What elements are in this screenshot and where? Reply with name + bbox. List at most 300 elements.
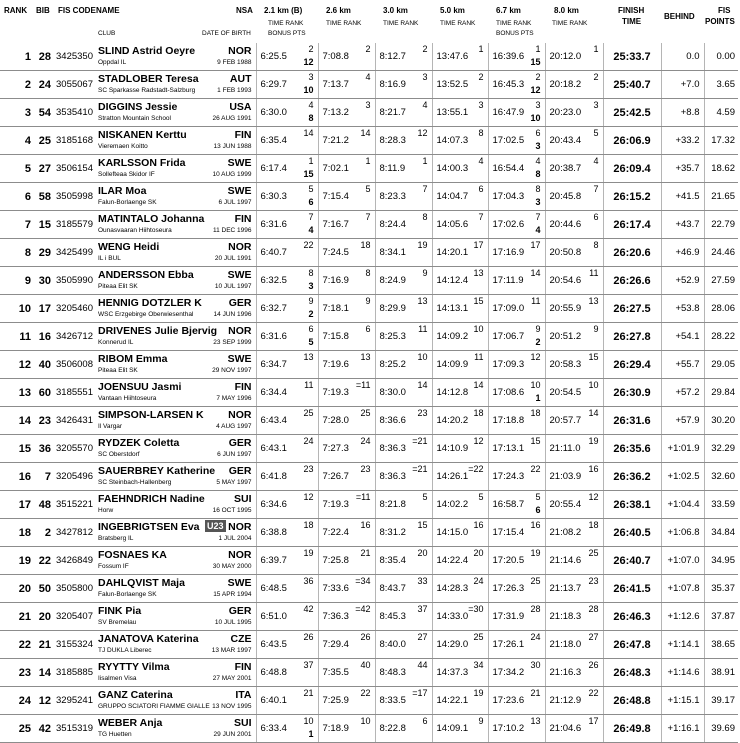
split-time: 14:12.4	[436, 275, 469, 286]
split-time: 8:25.2	[379, 359, 406, 370]
athlete-name: SLIND Astrid Oeyre	[98, 45, 196, 57]
behind-cell: +1:15.1	[661, 687, 704, 715]
split-rank: 6	[422, 716, 428, 726]
split-rank: 24	[303, 436, 314, 446]
rank-cell: 13	[0, 379, 34, 407]
fis-points-cell: 37.87	[704, 603, 738, 631]
finish-time-cell: 25:33.7	[603, 43, 661, 71]
fis-points-cell: 29.05	[704, 351, 738, 379]
fis-points-cell: 33.59	[704, 491, 738, 519]
header-split-4-sub: TIME RANK	[440, 20, 476, 27]
split-cell	[488, 155, 545, 183]
header-finish: FINISH	[618, 6, 645, 15]
split-rank: 6	[593, 212, 599, 222]
split-time: 20:45.8	[549, 191, 582, 202]
split-rank: 30	[530, 660, 541, 670]
split-rank: 14	[417, 380, 428, 390]
split-cell	[488, 239, 545, 267]
split-time: 6:35.4	[260, 135, 287, 146]
split-rank: 15	[588, 352, 599, 362]
split-cell	[432, 127, 488, 155]
finish-time-cell: 26:09.4	[603, 155, 661, 183]
split-cell	[432, 323, 488, 351]
nsa-code: AUT	[229, 73, 252, 85]
header-nsa: NSA	[236, 6, 253, 15]
athlete-name: RIBOM Emma	[98, 353, 168, 365]
split-cell	[318, 239, 375, 267]
split-cell	[318, 603, 375, 631]
split-cell	[318, 687, 375, 715]
split-cell	[375, 659, 432, 687]
date-of-birth: 13 JUN 1988	[213, 143, 252, 150]
split-rank: 19	[303, 548, 314, 558]
split-time: 14:26.1	[436, 471, 469, 482]
split-cell	[375, 71, 432, 99]
split-rank: 22	[530, 464, 541, 474]
athlete-cell	[96, 463, 256, 491]
split-rank: 12	[417, 128, 428, 138]
split-rank: 7	[478, 212, 484, 222]
split-rank: 42	[303, 604, 314, 614]
split-cell	[488, 267, 545, 295]
athlete-cell	[96, 379, 256, 407]
athlete-cell	[96, 183, 256, 211]
split-cell	[545, 715, 603, 743]
athlete-cell	[96, 351, 256, 379]
split-rank: 10	[360, 716, 371, 726]
split-rank: 4	[535, 156, 541, 166]
header-split-3-sub: TIME RANK	[383, 20, 419, 27]
split-rank: 5	[308, 184, 314, 194]
date-of-birth: 6 JUN 1997	[217, 451, 252, 458]
split-cell	[256, 547, 318, 575]
bib-cell: 29	[34, 239, 54, 267]
split-cell	[432, 435, 488, 463]
split-rank: 7	[593, 184, 599, 194]
finish-time-cell: 26:47.8	[603, 631, 661, 659]
athlete-cell	[96, 267, 256, 295]
split-time: 14:20.1	[436, 247, 469, 258]
split-bonus: 12	[303, 57, 314, 67]
behind-cell: +1:07.0	[661, 547, 704, 575]
split-rank: 6	[535, 128, 541, 138]
split-rank: 25	[360, 408, 371, 418]
split-cell	[318, 435, 375, 463]
nsa-code: NOR	[228, 45, 252, 57]
athlete-name: STADLOBER Teresa	[98, 73, 199, 85]
split-cell	[488, 631, 545, 659]
split-cell	[318, 491, 375, 519]
split-rank: 21	[530, 688, 541, 698]
split-bonus: 5	[308, 337, 314, 347]
split-cell	[256, 43, 318, 71]
split-time: 6:34.6	[260, 499, 287, 510]
split-cell	[256, 323, 318, 351]
split-time: 14:22.4	[436, 555, 469, 566]
behind-cell: +1:02.5	[661, 463, 704, 491]
split-time: 14:37.3	[436, 667, 469, 678]
split-time: 17:34.2	[492, 667, 525, 678]
split-rank: 26	[360, 632, 371, 642]
club-name: SV Bremelau	[98, 619, 137, 626]
split-rank: 19	[417, 240, 428, 250]
table-row	[0, 575, 738, 603]
fis-code-cell: 3426712	[54, 323, 96, 351]
fis-code-cell: 3426849	[54, 547, 96, 575]
athlete-name: MATINTALO Johanna	[98, 213, 205, 225]
split-time: 20:38.7	[549, 163, 582, 174]
split-rank: 1	[308, 156, 314, 166]
date-of-birth: 30 MAY 2000	[212, 563, 252, 570]
split-cell	[375, 603, 432, 631]
split-rank: 12	[303, 492, 314, 502]
split-time: 20:50.8	[549, 247, 582, 258]
nsa-code: NOR	[228, 521, 252, 533]
split-cell	[432, 715, 488, 743]
split-cell	[318, 323, 375, 351]
split-cell	[375, 575, 432, 603]
split-rank: 3	[593, 100, 599, 110]
split-rank: 8	[308, 268, 314, 278]
split-rank: =21	[412, 464, 428, 474]
split-cell	[256, 295, 318, 323]
split-time: 16:54.4	[492, 163, 525, 174]
nsa-code: CZE	[230, 633, 252, 645]
fis-code-cell: 3425350	[54, 43, 96, 71]
split-cell	[318, 547, 375, 575]
split-rank: 23	[303, 464, 314, 474]
split-bonus: 12	[530, 85, 541, 95]
fis-points-cell: 34.84	[704, 519, 738, 547]
athlete-name: SIMPSON-LARSEN K	[98, 409, 204, 421]
split-rank: 23	[588, 576, 599, 586]
athlete-cell	[96, 211, 256, 239]
date-of-birth: 27 MAY 2001	[212, 675, 252, 682]
split-time: 14:07.3	[436, 135, 469, 146]
split-bonus: 6	[535, 505, 541, 515]
split-rank: 9	[478, 716, 484, 726]
date-of-birth: 13 NOV 1995	[212, 703, 252, 710]
fis-code-cell: 3055067	[54, 71, 96, 99]
split-time: 17:10.2	[492, 723, 525, 734]
split-cell	[488, 127, 545, 155]
split-cell	[488, 99, 545, 127]
split-cell	[256, 267, 318, 295]
nsa-code: SUI	[233, 493, 252, 505]
split-cell	[488, 575, 545, 603]
split-rank: 25	[530, 576, 541, 586]
split-time: 7:19.6	[322, 359, 349, 370]
split-time: 7:22.4	[322, 527, 349, 538]
split-rank: 14	[473, 380, 484, 390]
athlete-name: GANZ Caterina	[98, 689, 173, 701]
split-rank: 16	[530, 520, 541, 530]
header-split-6: 8.0 km	[554, 6, 579, 15]
split-rank: 11	[418, 324, 428, 334]
split-time: 20:54.5	[549, 387, 582, 398]
club-name: TJ DUKLA Liberec	[98, 647, 152, 654]
fis-points-cell: 38.65	[704, 631, 738, 659]
split-rank: 9	[535, 324, 541, 334]
split-rank: 16	[473, 520, 484, 530]
athlete-cell	[96, 99, 256, 127]
behind-cell: +54.1	[661, 323, 704, 351]
split-rank: 10	[588, 380, 599, 390]
split-time: 21:14.6	[549, 555, 582, 566]
split-rank: 3	[478, 100, 484, 110]
split-bonus: 4	[308, 225, 314, 235]
split-time: 6:29.7	[260, 79, 287, 90]
split-rank: 6	[365, 324, 371, 334]
behind-cell: +1:12.6	[661, 603, 704, 631]
split-time: 8:25.3	[379, 331, 406, 342]
split-cell	[432, 603, 488, 631]
split-time: 8:21.7	[379, 107, 406, 118]
bib-cell: 22	[34, 547, 54, 575]
split-rank: 1	[478, 44, 484, 54]
split-time: 17:26.3	[492, 583, 525, 594]
finish-time-cell: 26:48.8	[603, 687, 661, 715]
split-cell	[375, 407, 432, 435]
split-rank: 24	[473, 576, 484, 586]
rank-cell: 7	[0, 211, 34, 239]
split-cell	[318, 155, 375, 183]
nsa-code: SWE	[227, 353, 252, 365]
split-time: 20:55.4	[549, 499, 582, 510]
fis-points-cell: 28.22	[704, 323, 738, 351]
behind-cell: +1:07.8	[661, 575, 704, 603]
split-rank: 2	[535, 72, 541, 82]
split-rank: 3	[535, 100, 541, 110]
split-cell	[488, 183, 545, 211]
split-cell	[432, 211, 488, 239]
club-name: Falun-Borlaenge SK	[98, 199, 157, 206]
split-rank: 8	[422, 212, 428, 222]
split-time: 17:08.6	[492, 387, 525, 398]
table-row	[0, 715, 738, 743]
split-time: 6:30.3	[260, 191, 287, 202]
table-row	[0, 239, 738, 267]
split-cell	[488, 379, 545, 407]
split-bonus: 2	[308, 309, 314, 319]
split-rank: 21	[360, 548, 371, 558]
rank-cell: 5	[0, 155, 34, 183]
behind-cell: +1:04.4	[661, 491, 704, 519]
split-cell	[256, 631, 318, 659]
rank-cell: 20	[0, 575, 34, 603]
split-cell	[256, 99, 318, 127]
date-of-birth: 4 AUG 1997	[216, 423, 252, 430]
athlete-name: WENG Heidi	[98, 241, 160, 253]
split-time: 6:30.0	[260, 107, 287, 118]
table-row	[0, 323, 738, 351]
split-cell	[545, 603, 603, 631]
split-time: 20:12.0	[549, 51, 582, 62]
split-cell	[318, 379, 375, 407]
split-rank: 7	[535, 212, 541, 222]
split-time: 14:22.1	[436, 695, 469, 706]
behind-cell: +1:14.6	[661, 659, 704, 687]
behind-cell: +43.7	[661, 211, 704, 239]
split-cell	[256, 211, 318, 239]
split-cell	[375, 379, 432, 407]
athlete-cell	[96, 407, 256, 435]
athlete-name: RYDZEK Coletta	[98, 437, 180, 449]
split-time: 21:18.3	[549, 611, 582, 622]
split-cell	[375, 127, 432, 155]
bib-cell: 36	[34, 435, 54, 463]
rank-cell: 25	[0, 715, 34, 743]
athlete-cell	[96, 715, 256, 743]
nsa-code: SWE	[227, 157, 252, 169]
finish-time-cell: 26:30.9	[603, 379, 661, 407]
athlete-name: ILAR Moa	[98, 185, 147, 197]
athlete-name: DRIVENES Julie Bjervig	[98, 325, 218, 337]
split-rank: 11	[304, 380, 314, 390]
behind-cell: +41.5	[661, 183, 704, 211]
athlete-name: SAUERBREY Katherine	[98, 465, 216, 477]
split-time: 17:09.0	[492, 303, 525, 314]
split-time: 7:19.3	[322, 387, 349, 398]
bib-cell: 15	[34, 211, 54, 239]
split-cell	[375, 491, 432, 519]
split-cell	[545, 71, 603, 99]
split-rank: 4	[365, 72, 371, 82]
u23-badge: U23	[206, 521, 224, 531]
split-cell	[488, 603, 545, 631]
split-time: 20:58.3	[549, 359, 582, 370]
club-name: Oppdal IL	[98, 59, 127, 66]
rank-cell: 6	[0, 183, 34, 211]
split-cell	[488, 491, 545, 519]
split-time: 16:47.9	[492, 107, 525, 118]
split-time: 17:26.1	[492, 639, 525, 650]
behind-cell: +55.7	[661, 351, 704, 379]
split-rank: 22	[360, 688, 371, 698]
split-rank: 2	[365, 44, 371, 54]
rank-cell: 12	[0, 351, 34, 379]
club-name: SC Oberstdorf	[98, 451, 140, 458]
split-rank: 9	[308, 296, 314, 306]
split-rank: 4	[422, 100, 428, 110]
split-cell	[545, 519, 603, 547]
split-time: 14:29.0	[436, 639, 469, 650]
split-bonus: 3	[535, 197, 541, 207]
fis-points-cell: 24.46	[704, 239, 738, 267]
split-rank: =21	[412, 436, 428, 446]
split-time: 7:18.1	[322, 303, 349, 314]
rank-cell: 8	[0, 239, 34, 267]
split-time: 20:55.9	[549, 303, 582, 314]
split-time: 6:40.7	[260, 247, 287, 258]
split-rank: 6	[308, 324, 314, 334]
header-split-1-sub: TIME RANK	[268, 20, 304, 27]
split-cell	[375, 183, 432, 211]
date-of-birth: 10 AUG 1999	[212, 171, 252, 178]
split-time: 8:36.6	[379, 415, 406, 426]
club-name: Ounasvaaran Hiihtoseura	[98, 227, 172, 234]
split-time: 21:13.7	[549, 583, 582, 594]
split-cell	[432, 379, 488, 407]
split-time: 7:08.8	[322, 51, 349, 62]
split-cell	[256, 407, 318, 435]
split-rank: 24	[360, 436, 371, 446]
split-rank: =11	[355, 380, 371, 390]
header-split-5: 6.7 km	[496, 6, 521, 15]
behind-cell: +1:14.1	[661, 631, 704, 659]
split-time: 21:08.2	[549, 527, 582, 538]
split-cell	[256, 435, 318, 463]
split-cell	[488, 659, 545, 687]
split-cell	[432, 491, 488, 519]
split-cell	[318, 211, 375, 239]
athlete-name: INGEBRIGTSEN Eva	[98, 521, 200, 533]
split-cell	[545, 155, 603, 183]
split-time: 7:25.9	[322, 695, 349, 706]
fis-points-cell: 39.69	[704, 715, 738, 743]
split-cell	[545, 659, 603, 687]
split-rank: 10	[303, 716, 314, 726]
athlete-cell	[96, 631, 256, 659]
nsa-code: SUI	[233, 717, 252, 729]
nsa-code: GER	[228, 297, 252, 309]
finish-time-cell: 26:35.6	[603, 435, 661, 463]
athlete-name: DAHLQVIST Maja	[98, 577, 185, 589]
split-bonus: 10	[303, 85, 314, 95]
finish-time-cell: 26:38.1	[603, 491, 661, 519]
split-rank: 9	[593, 324, 599, 334]
finish-time-cell: 26:49.8	[603, 715, 661, 743]
table-row	[0, 687, 738, 715]
split-time: 6:48.8	[260, 667, 287, 678]
split-rank: 14	[360, 128, 371, 138]
header-split-5-bonus: BONUS PTS	[496, 30, 534, 37]
table-row	[0, 547, 738, 575]
behind-cell: +1:01.9	[661, 435, 704, 463]
split-time: 14:00.3	[436, 163, 469, 174]
split-time: 8:16.9	[379, 79, 406, 90]
athlete-cell	[96, 239, 256, 267]
table-row	[0, 295, 738, 323]
split-rank: 4	[308, 100, 314, 110]
split-cell	[545, 491, 603, 519]
club-name: Konnerud IL	[98, 339, 134, 346]
fis-code-cell: 3155324	[54, 631, 96, 659]
split-time: 8:45.3	[379, 611, 406, 622]
split-time: 17:04.3	[492, 191, 525, 202]
header-bib: BIB	[36, 6, 50, 15]
split-rank: 1	[593, 44, 599, 54]
split-rank: 14	[588, 408, 599, 418]
split-time: 7:24.5	[322, 247, 349, 258]
split-cell	[432, 687, 488, 715]
split-rank: 13	[530, 716, 541, 726]
date-of-birth: 1 FEB 1993	[217, 87, 252, 94]
split-rank: 8	[535, 184, 541, 194]
fis-code-cell: 3505990	[54, 267, 96, 295]
club-name: IL i BUL	[98, 255, 121, 262]
date-of-birth: 29 NOV 1997	[212, 367, 252, 374]
fis-code-cell: 3426431	[54, 407, 96, 435]
rank-cell: 23	[0, 659, 34, 687]
split-rank: 16	[588, 464, 599, 474]
athlete-cell	[96, 603, 256, 631]
split-time: 8:33.5	[379, 695, 406, 706]
rank-cell: 19	[0, 547, 34, 575]
split-time: 7:36.3	[322, 611, 349, 622]
club-name: Falun-Borlaenge SK	[98, 591, 157, 598]
header-split-1: 2.1 km (B)	[264, 6, 303, 15]
